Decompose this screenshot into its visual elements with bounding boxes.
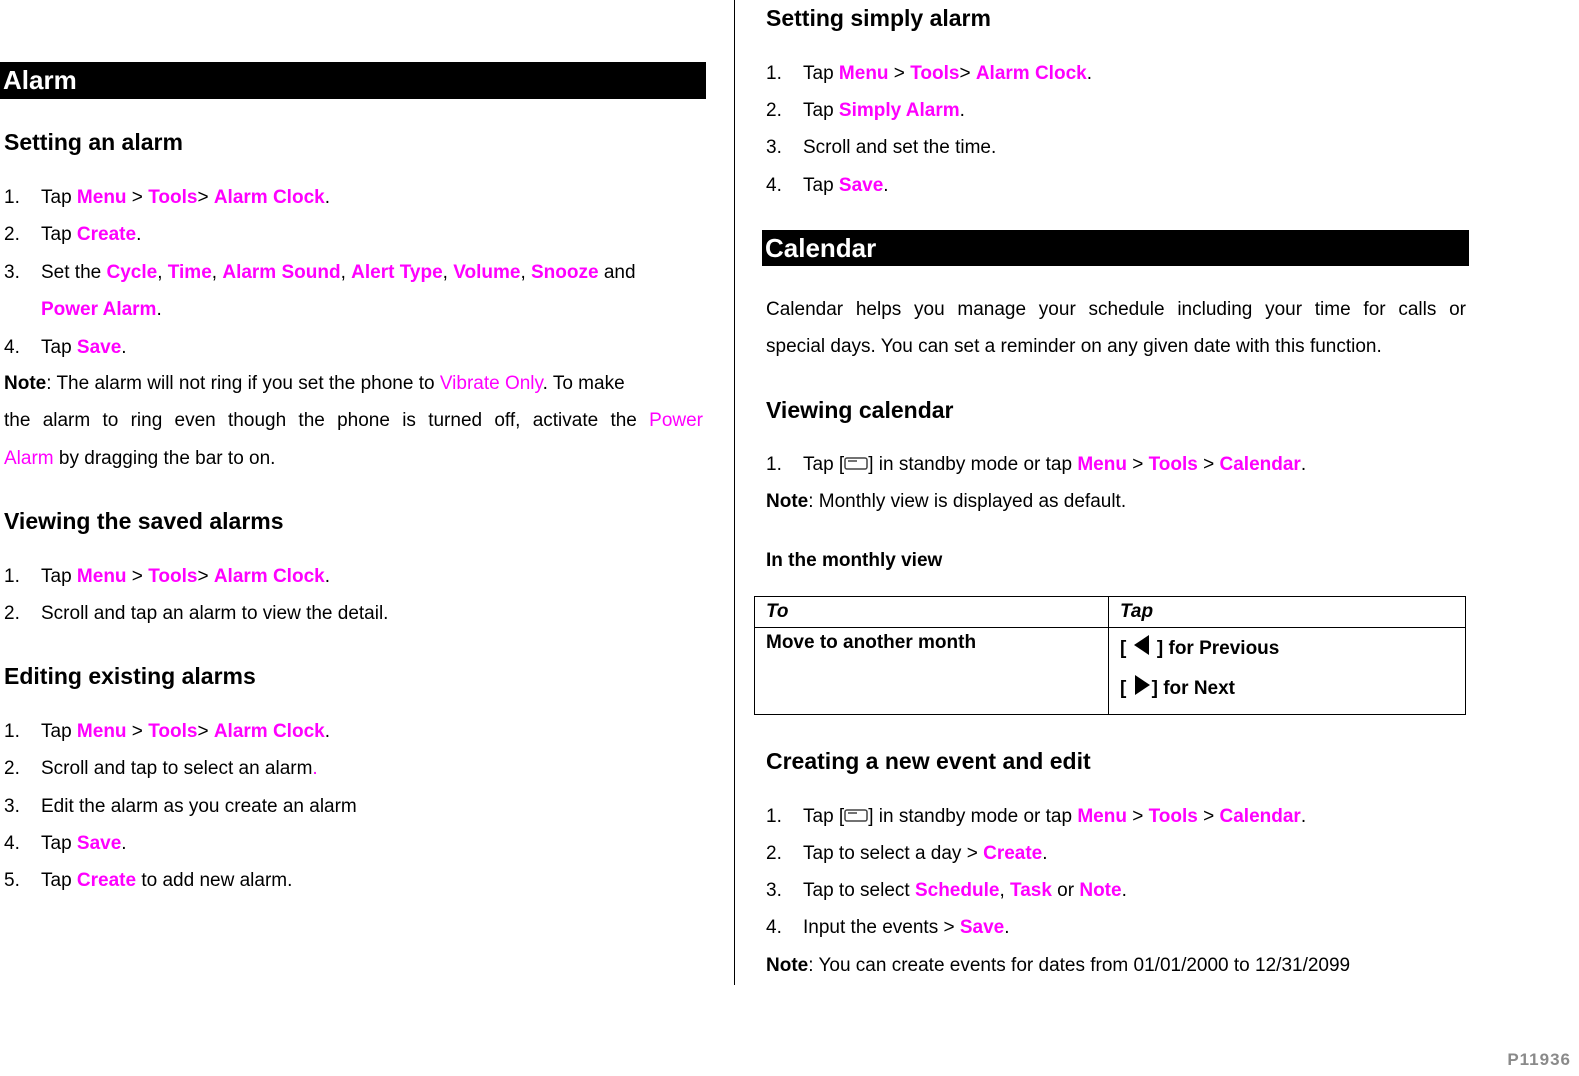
step-text: Tap to select xyxy=(803,880,915,901)
separator: > xyxy=(197,566,214,587)
calendar-intro-line-2: special days. You can set a reminder on any given date with this function. xyxy=(766,336,1382,357)
separator: > xyxy=(959,63,976,84)
calendar-key-icon xyxy=(844,456,868,470)
punctuation: . xyxy=(324,721,330,742)
list-item xyxy=(4,187,330,209)
note-label: Note xyxy=(766,491,809,512)
volume-keyword: Volume xyxy=(453,262,521,283)
cycle-keyword: Cycle xyxy=(106,262,158,283)
alarm-clock-keyword: Alarm Clock xyxy=(213,566,325,587)
separator: > xyxy=(1126,454,1149,475)
list-item xyxy=(4,566,330,588)
table-header-row xyxy=(755,597,1466,628)
note-keyword: Note xyxy=(1079,880,1122,901)
step-number: 1. xyxy=(766,454,782,475)
step-text: Tap [ xyxy=(803,806,845,827)
step-text: Scroll and tap to select an alarm xyxy=(41,758,313,779)
step-number: 4. xyxy=(766,175,782,196)
table-header-tap: Tap xyxy=(1109,597,1466,628)
step-number: 1. xyxy=(4,721,20,742)
list-item xyxy=(4,758,318,780)
section-title-alarm: Alarm xyxy=(3,65,77,95)
list-item xyxy=(766,917,1010,939)
note-line xyxy=(766,491,1126,513)
step-text: Tap xyxy=(41,566,77,587)
list-item xyxy=(766,63,1092,85)
step-number: 2. xyxy=(4,758,20,779)
list-item xyxy=(766,843,1048,865)
step-text: Tap to select a day > xyxy=(803,843,984,864)
punctuation: . xyxy=(959,100,965,121)
note-line xyxy=(766,955,1350,977)
list-item xyxy=(766,137,996,159)
punctuation: . xyxy=(1004,917,1010,938)
create-keyword: Create xyxy=(983,843,1043,864)
list-item xyxy=(4,224,141,246)
punctuation: . xyxy=(1300,454,1307,475)
save-keyword: Save xyxy=(838,175,884,196)
step-text: Scroll and tap an alarm to view the detail. xyxy=(41,603,389,624)
table-cell-action: Move to another month xyxy=(755,628,1109,715)
step-text: Tap xyxy=(41,833,77,854)
menu-keyword: Menu xyxy=(1077,454,1127,475)
separator: , xyxy=(520,262,531,283)
alarm-clock-keyword: Alarm Clock xyxy=(975,63,1087,84)
separator: > xyxy=(197,721,214,742)
punctuation: . xyxy=(312,758,318,779)
step-text: Scroll and set the time. xyxy=(803,137,997,158)
calendar-key-icon xyxy=(844,808,868,822)
step-text: Tap xyxy=(41,870,77,891)
column-divider xyxy=(734,0,735,985)
alarm-clock-keyword: Alarm Clock xyxy=(213,721,325,742)
bracket: [ xyxy=(1120,638,1132,659)
time-keyword: Time xyxy=(167,262,212,283)
separator: > xyxy=(1126,806,1149,827)
save-keyword: Save xyxy=(76,833,122,854)
step-number: 3. xyxy=(766,137,782,158)
step-text: or xyxy=(1051,880,1080,901)
list-item xyxy=(766,806,1306,828)
alert-type-keyword: Alert Type xyxy=(351,262,443,283)
separator: > xyxy=(126,187,149,208)
step-text: Tap xyxy=(803,175,839,196)
note-text: : The alarm will not ring if you set the phone to xyxy=(46,373,440,394)
punctuation: . xyxy=(1121,880,1127,901)
heading-setting-simply-alarm: Setting simply alarm xyxy=(766,5,991,31)
list-item xyxy=(766,880,1127,902)
list-item xyxy=(766,100,965,122)
step-number: 2. xyxy=(766,843,782,864)
step-text: ] in standby mode or tap xyxy=(868,806,1078,827)
create-keyword: Create xyxy=(76,224,137,245)
step-number: 4. xyxy=(766,917,782,938)
list-item xyxy=(4,262,703,284)
note-line xyxy=(4,448,275,470)
list-item-continuation xyxy=(41,299,162,321)
menu-keyword: Menu xyxy=(76,566,127,587)
note-line xyxy=(4,373,703,395)
table-cell-tap xyxy=(1109,628,1466,715)
punctuation: . xyxy=(136,224,142,245)
separator: , xyxy=(999,880,1010,901)
step-number: 2. xyxy=(766,100,782,121)
step-text: ] in standby mode or tap xyxy=(868,454,1078,475)
table-row xyxy=(755,628,1466,715)
tools-keyword: Tools xyxy=(1148,454,1198,475)
step-text: Tap xyxy=(41,721,77,742)
tools-keyword: Tools xyxy=(148,566,198,587)
separator: , xyxy=(442,262,454,283)
punctuation: . xyxy=(1042,843,1048,864)
step-text: Tap [ xyxy=(803,454,845,475)
list-item xyxy=(4,603,388,625)
punctuation: . xyxy=(883,175,889,196)
menu-keyword: Menu xyxy=(838,63,889,84)
note-text: : Monthly view is displayed as default. xyxy=(808,491,1127,512)
section-band-alarm xyxy=(0,62,706,99)
calendar-keyword: Calendar xyxy=(1219,454,1301,475)
power-alarm-keyword: Power Alarm xyxy=(41,299,157,320)
note-label: Note xyxy=(4,373,47,394)
menu-keyword: Menu xyxy=(76,187,127,208)
separator: > xyxy=(1197,454,1220,475)
simply-alarm-keyword: Simply Alarm xyxy=(838,100,960,121)
tools-keyword: Tools xyxy=(1148,806,1198,827)
tools-keyword: Tools xyxy=(148,721,198,742)
step-text: Tap xyxy=(41,187,77,208)
next-label: ] for Next xyxy=(1151,678,1236,699)
separator: > xyxy=(197,187,214,208)
separator: > xyxy=(126,566,149,587)
next-arrow-icon xyxy=(1132,673,1152,697)
alarm-keyword: Alarm xyxy=(4,448,54,469)
list-item xyxy=(4,721,330,743)
note-line xyxy=(4,410,703,432)
menu-keyword: Menu xyxy=(76,721,127,742)
heading-creating-new-event: Creating a new event and edit xyxy=(766,748,1091,774)
previous-arrow-icon xyxy=(1132,633,1152,657)
list-item xyxy=(766,454,1306,476)
monthly-view-table xyxy=(754,596,1466,715)
step-number: 3. xyxy=(4,796,20,817)
heading-setting-an-alarm: Setting an alarm xyxy=(4,129,183,155)
step-number: 3. xyxy=(766,880,782,901)
step-text: Edit the alarm as you create an alarm xyxy=(41,796,357,817)
step-text: to add new alarm. xyxy=(136,870,293,891)
note-text: . To make xyxy=(542,373,625,394)
separator: , xyxy=(340,262,352,283)
previous-label: ] for Previous xyxy=(1151,638,1280,659)
heading-in-the-monthly-view: In the monthly view xyxy=(766,550,943,571)
separator: , xyxy=(211,262,223,283)
list-item xyxy=(4,796,357,818)
task-keyword: Task xyxy=(1010,880,1052,901)
save-keyword: Save xyxy=(76,337,122,358)
punctuation: . xyxy=(1300,806,1307,827)
step-text: Set the xyxy=(41,262,107,283)
previous-line xyxy=(1120,628,1454,668)
step-text: Input the events > xyxy=(803,917,960,938)
tools-keyword: Tools xyxy=(910,63,960,84)
table-header-to: To xyxy=(755,597,1109,628)
note-line-1 xyxy=(4,373,625,395)
note-label: Note xyxy=(766,955,809,976)
create-keyword: Create xyxy=(76,870,137,891)
step-number: 2. xyxy=(4,224,20,245)
section-band-calendar xyxy=(762,230,1469,266)
separator: > xyxy=(126,721,149,742)
step-text: Tap xyxy=(803,63,839,84)
menu-keyword: Menu xyxy=(1077,806,1127,827)
note-text: by dragging the bar to on. xyxy=(53,448,276,469)
tools-keyword: Tools xyxy=(148,187,198,208)
note-line-2 xyxy=(4,410,703,432)
separator: > xyxy=(888,63,911,84)
step-text: and xyxy=(598,262,636,283)
step-text: Tap xyxy=(41,224,77,245)
step-number: 3. xyxy=(4,262,20,283)
section-title-calendar: Calendar xyxy=(765,233,877,263)
list-item xyxy=(766,175,889,197)
step-number: 2. xyxy=(4,603,20,624)
schedule-keyword: Schedule xyxy=(914,880,1000,901)
alarm-clock-keyword: Alarm Clock xyxy=(213,187,325,208)
note-text: : You can create events for dates from 01/01/2000 to 12/31/2099 xyxy=(808,955,1351,976)
punctuation: . xyxy=(121,833,127,854)
step-number: 1. xyxy=(4,566,20,587)
save-keyword: Save xyxy=(959,917,1005,938)
step-number: 4. xyxy=(4,833,20,854)
heading-viewing-saved-alarms: Viewing the saved alarms xyxy=(4,508,284,534)
heading-editing-existing-alarms: Editing existing alarms xyxy=(4,663,256,689)
step-number: 4. xyxy=(4,337,20,358)
heading-viewing-calendar: Viewing calendar xyxy=(766,397,954,423)
snooze-keyword: Snooze xyxy=(531,262,599,283)
punctuation: . xyxy=(1086,63,1092,84)
calendar-intro-line-1: Calendar helps you manage your schedule including your time for calls or xyxy=(766,299,1466,320)
separator: , xyxy=(157,262,168,283)
punctuation: . xyxy=(324,187,330,208)
power-keyword: Power xyxy=(649,410,703,431)
step-number: 1. xyxy=(766,63,782,84)
calendar-keyword: Calendar xyxy=(1219,806,1301,827)
step-number: 1. xyxy=(4,187,20,208)
bracket: [ xyxy=(1120,678,1132,699)
note-text: the alarm to ring even though the phone is turned off, activate the xyxy=(4,410,650,431)
step-text: Tap xyxy=(41,337,77,358)
list-item xyxy=(4,833,127,855)
step-text: Tap xyxy=(803,100,839,121)
punctuation: . xyxy=(156,299,162,320)
alarm-sound-keyword: Alarm Sound xyxy=(222,262,341,283)
list-item xyxy=(4,337,127,359)
step-number: 5. xyxy=(4,870,20,891)
vibrate-only-keyword: Vibrate Only xyxy=(439,373,543,394)
next-line xyxy=(1120,668,1454,708)
separator: > xyxy=(1197,806,1220,827)
punctuation: . xyxy=(121,337,127,358)
step-number: 1. xyxy=(766,806,782,827)
punctuation: . xyxy=(324,566,330,587)
page-code: P11936 xyxy=(1507,1050,1571,1069)
list-item xyxy=(4,870,292,892)
